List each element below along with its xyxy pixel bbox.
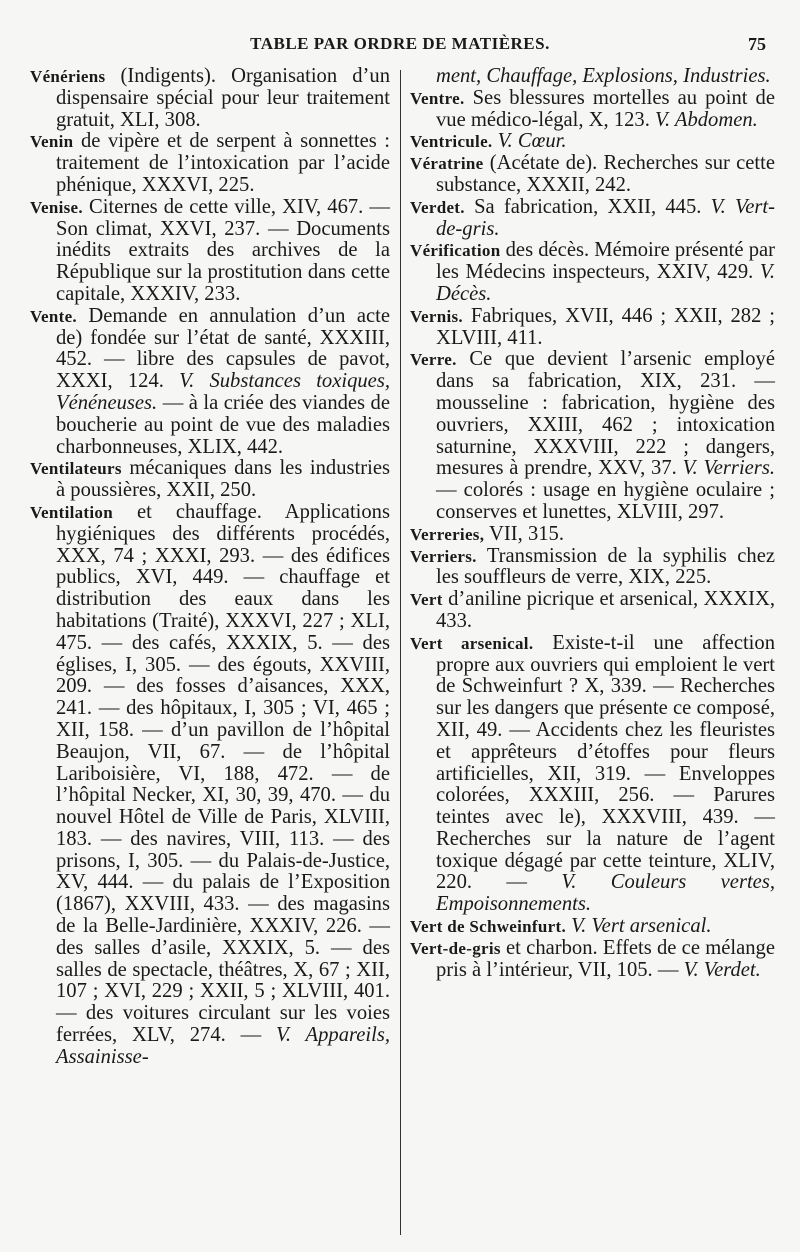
entry-text: Demande en annulation d’un acte de) fondée sur l’état de santé, XXXIII, 452. — libre des capsules de pavot, XXXI, 124. <box>56 304 390 393</box>
entry-text: VII, 315. <box>484 522 564 545</box>
entry-term: Vérification <box>410 241 501 261</box>
entry-term: Ventilateurs <box>30 459 122 479</box>
entry-text: et chauffage. Applications hygiéniques des différents procédés, XXX, 74 ; XXXI, 293. — des édifices publics, XVI, 449. — chauffage et distribution des eaux dans les habitations (Traité), XXXVI, 227 ; XLI, 475. — des cafés, XXXIX, 5. — des églises, I, 305. — des égouts, XXVIII, 209. — des fosses d’aisances, XXX, 241. — des hôpitaux, I, 305 ; VI, 465 ; XII, 158. — d’un pavillon de l’hôpital Beaujon, VII, 67. — de l’hôpital Lariboisière, VI, 188, 472. — de l’hôpital Necker, XI, 30, 39, 470. — du nouvel Hôtel de Ville de Paris, XLVIII, 183. — des navires, VIII, 113. — des prisons, I, 305. — du Palais-de-Justice, XV, 444. — du palais de l’Exposition (1867), XXVIII, 433. — des magasins de la Belle-Jardinière, XXXIV, 226. — des salles d’asile, XXXIX, 5. — des salles de spectacle, théâtres, X, 67 ; XII, 107 ; XVI, 229 ; XXII, 5 ; XLVIII, 401. — des voitures circulant sur les voies ferrées, XLV, 274. — <box>56 500 390 1047</box>
entry-term: Verre. <box>410 350 457 370</box>
left-column <box>30 66 390 1069</box>
entry-text-tail: — à la criée des viandes de boucherie au point de vue des maladies charbonneuses, XLIX, 442. <box>56 391 390 458</box>
cross-reference: V. Vert-de-gris. <box>436 195 775 240</box>
column-divider <box>400 70 401 1235</box>
index-entry <box>30 197 390 306</box>
cross-reference: V. Verdet. <box>683 958 761 981</box>
entry-term: Verriers. <box>410 546 477 566</box>
index-entry <box>410 153 775 197</box>
entry-term: Vert-de-gris <box>410 938 501 958</box>
entry-text: Sa fabrication, XXII, 445. <box>464 195 711 218</box>
right-column <box>410 66 775 981</box>
entry-text: Ses blessures mortelles au point de vue médico-légal, X, 123. <box>436 86 775 131</box>
index-entry <box>410 197 775 241</box>
cross-reference: V. Couleurs vertes, Empoisonnements. <box>436 871 775 916</box>
index-entry <box>410 633 775 916</box>
entry-term: Venise. <box>30 197 83 217</box>
index-entry <box>30 131 390 196</box>
entry-term: Vernis. <box>410 306 463 326</box>
page-number: 75 <box>748 34 766 54</box>
entry-text: Fabriques, XVII, 446 ; XXII, 282 ; XLVIII, 411. <box>436 304 775 349</box>
entry-text: Citernes de cette ville, XIV, 467. — Son climat, XXVI, 237. — Documents inédits extraits des archives de la République sur la prostitution dans cette capitale, XXXIV, 233. <box>56 195 390 305</box>
entry-term: Vente. <box>30 306 77 326</box>
index-entry <box>410 524 775 546</box>
index-entry <box>30 458 390 502</box>
entry-term: Vénériens <box>30 67 106 86</box>
cross-reference: V. Cœur. <box>497 130 567 153</box>
entry-term: Vert arsenical. <box>410 633 534 653</box>
index-entry <box>410 546 775 590</box>
entry-term: Ventilation <box>30 502 113 522</box>
cross-reference: V. Appareils, Assainisse- <box>56 1024 390 1068</box>
entry-text: mécaniques dans les industries à poussières, XXII, 250. <box>56 457 390 502</box>
entry-term: Vert <box>410 590 443 610</box>
entry-term: Verdet. <box>410 197 465 217</box>
page-header <box>0 30 800 60</box>
cross-reference: V. Substances toxiques, Vénéneuses. <box>56 370 390 414</box>
running-title: TABLE PAR ORDRE DE MATIÈRES. <box>250 34 550 53</box>
index-entry <box>410 240 775 305</box>
cross-reference: V. Abdomen. <box>655 108 758 131</box>
entry-term: Vert de Schweinfurt. <box>410 917 566 937</box>
entry-text: Existe-t-il une affection propre aux ouvriers qui emploient le vert de Schweinfurt ? X, 339. — Recherches sur les dangers que présente ce composé, XII, 49. — Accidents chez les fleuristes et apprêteurs d’étoffes pour fleurs artificielles, XII, 319. — Enveloppes colorées, XXXIII, 256. — Parures teintes avec le), XXXVIII, 439. — Recherches sur la nature de l’agent toxique dégagé par cette teinture, XLIV, 220. — <box>436 631 776 894</box>
entry-term: Vératrine <box>410 154 484 174</box>
index-entry <box>30 66 390 131</box>
entry-text: des décès. Mémoire présenté par les Médecins inspecteurs, XXIV, 429. <box>436 239 775 284</box>
index-entry <box>30 502 390 1069</box>
entry-text-tail: — colorés : usage en hygiène oculaire ; conserves et lunettes, XLVIII, 297. <box>436 479 775 523</box>
index-entry <box>410 349 775 523</box>
cross-reference: V. Vert arsenical. <box>571 915 712 938</box>
entry-text: Transmission de la syphilis chez les souffleurs de verre, XIX, 225. <box>436 544 775 589</box>
entry-term: Ventre. <box>410 88 465 108</box>
index-entry <box>410 589 775 633</box>
entry-term: Verreries, <box>410 524 485 544</box>
entry-text: (Acétate de). Recherches sur cette substance, XXXII, 242. <box>436 152 775 196</box>
entry-term: Venin <box>30 132 74 152</box>
entry-continuation <box>410 66 775 88</box>
entry-text: d’aniline picrique et arsenical, XXXIX, 433. <box>436 588 775 632</box>
index-entry <box>30 306 390 459</box>
entry-text: (Indigents). Organisation d’un dispensaire spécial pour leur traitement gratuit, XLI, 308. <box>56 65 390 131</box>
entry-text: et charbon. Effets de ce mélange pris à l’intérieur, VII, 105. — <box>436 936 775 981</box>
index-entry <box>410 131 775 153</box>
cross-reference: V. Verriers. <box>682 457 775 480</box>
index-entry <box>410 938 775 982</box>
entry-term: Ventricule. <box>410 132 493 152</box>
cross-reference: ment, Chauffage, Explosions, Industries. <box>436 65 771 87</box>
index-entry <box>410 306 775 350</box>
index-entry <box>410 88 775 132</box>
entry-text: Ce que devient l’arsenic employé dans sa fabrication, XIX, 231. — mousseline : fabrication, hygiène des ouvriers, XXIII, 462 ; intoxication saturnine, XXXVIII, 222 ; dangers, mesures à prendre, XXV, 37. <box>436 348 775 480</box>
entry-text: de vipère et de serpent à sonnettes : traitement de l’intoxication par l’acide phénique, XXXVI, 225. <box>56 130 390 196</box>
index-entry <box>410 916 775 938</box>
cross-reference: V. Décès. <box>436 261 775 305</box>
